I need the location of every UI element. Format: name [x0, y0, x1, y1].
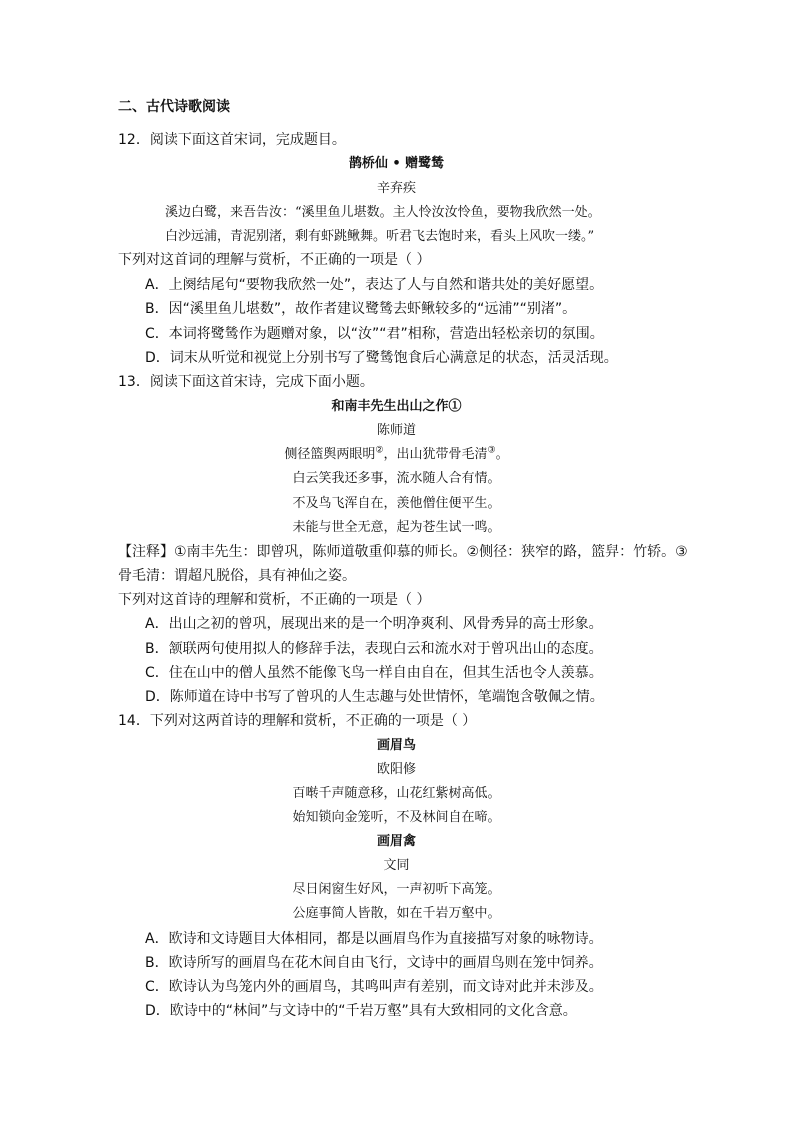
q13-poem-line: 不及鸟飞浑自在，羡他僧住便平生。	[292, 496, 501, 511]
q14-poem2-title: 画眉禽	[376, 834, 416, 849]
q13-option-c: C．住在山中的僧人虽然不能像飞鸟一样自由自在，但其生活也令人羡慕。	[145, 665, 603, 681]
q13-option-d: D．陈师道在诗中书写了曾巩的人生志趣与处世情怀，笔端饱含敬佩之情。	[145, 689, 604, 705]
q13-line1-part1: 侧径篮舆两眼明	[284, 447, 376, 462]
q12-poem-line: 白沙远浦，青泥别渚，剩有虾跳鳅舞。听君飞去饱时来，看头上风吹一缕。”	[165, 229, 595, 244]
q12-poem-title: 鹊桥仙 • 赠鹭鸶	[348, 156, 445, 171]
q13-line1-part3: 。	[495, 447, 509, 462]
q12-poem-author: 辛弃疾	[376, 181, 416, 196]
q14-stem: 14．下列对这两首诗的理解和赏析，不正确的一项是（ ）	[118, 713, 477, 729]
q14-poem2-author: 文同	[383, 858, 410, 873]
q14-option-d: D．欧诗中的“林间”与文诗中的“千岩万壑”具有大致相同的文化含意。	[145, 1003, 577, 1019]
q14-option-b: B．欧诗所写的画眉鸟在花木间自由飞行，文诗中的画眉鸟则在笼中饲养。	[145, 955, 603, 971]
q13-line1-part2: ，出山犹带骨毛清	[383, 447, 488, 462]
q13-stem: 下列对这首诗的理解和赏析，不正确的一项是（ ）	[118, 592, 431, 608]
section-heading: 二、古代诗歌阅读	[118, 99, 230, 115]
q14-poem1-line: 始知锁向金笼听，不及林间自在啼。	[292, 810, 501, 825]
q14-poem2-line: 公庭事简人皆散，如在千岩万壑中。	[292, 906, 501, 921]
q13-poem-line	[0, 445, 793, 462]
q12-prompt: 12．阅读下面这首宋词，完成题目。	[118, 132, 346, 148]
q13-option-a: A．出山之初的曾巩，展现出来的是一个明净爽利、风骨秀异的高士形象。	[145, 616, 603, 632]
q12-option-d: D．词末从听觉和视觉上分别书写了鹭鸶饱食后心满意足的状态，活灵活现。	[145, 350, 618, 366]
q13-note-line1: 【注释】①南丰先生：即曾巩，陈师道敬重仰慕的师长。②侧径：狭窄的路，篮舁：竹轿。③	[118, 544, 688, 560]
q12-option-c: C．本词将鹭鸶作为题赠对象，以“汝”“君”相称，营造出轻松亲切的氛围。	[145, 326, 604, 342]
q12-option-a: A．上阕结尾句“要物我欣然一处”，表达了人与自然和谐共处的美好愿望。	[145, 277, 604, 293]
q14-poem1-author: 欧阳修	[376, 762, 416, 777]
q14-poem2-line: 尽日闲窗生好风，一声初听下高笼。	[292, 882, 501, 897]
q12-poem-line: 溪边白鹭，来吾告汝：“溪里鱼儿堪数。主人怜汝汝怜鱼，要物我欣然一处。	[165, 205, 601, 220]
q13-prompt: 13．阅读下面这首宋诗，完成下面小题。	[118, 374, 374, 390]
q13-poem-author: 陈师道	[376, 423, 416, 438]
q14-option-a: A．欧诗和文诗题目大体相同，都是以画眉鸟作为直接描写对象的咏物诗。	[145, 931, 603, 947]
q14-poem1-title: 画眉鸟	[376, 738, 416, 753]
q13-note-line2: 骨毛清：谓超凡脱俗，具有神仙之姿。	[118, 568, 356, 584]
q13-poem-title: 和南丰先生出山之作①	[331, 399, 462, 414]
q13-poem-line: 未能与世全无意，起为苍生试一鸣。	[292, 520, 501, 535]
q13-footnote-marker-2: ②	[375, 445, 384, 456]
q13-poem-line: 白云笑我还多事，流水随人合有情。	[292, 471, 501, 486]
q12-option-b: B．因“溪里鱼儿堪数”，故作者建议鹭鸶去虾鳅较多的“远浦”“别渚”。	[145, 301, 577, 317]
q13-footnote-marker-3: ③	[487, 445, 496, 456]
q14-poem1-line: 百啭千声随意移，山花红紫树高低。	[292, 786, 501, 801]
q13-option-b: B．颔联两句使用拟人的修辞手法，表现白云和流水对于曾巩出山的态度。	[145, 641, 603, 657]
q12-stem: 下列对这首词的理解与赏析，不正确的一项是（ ）	[118, 252, 431, 268]
q14-option-c: C．欧诗认为鸟笼内外的画眉鸟，其鸣叫声有差别，而文诗对此并未涉及。	[145, 979, 603, 995]
